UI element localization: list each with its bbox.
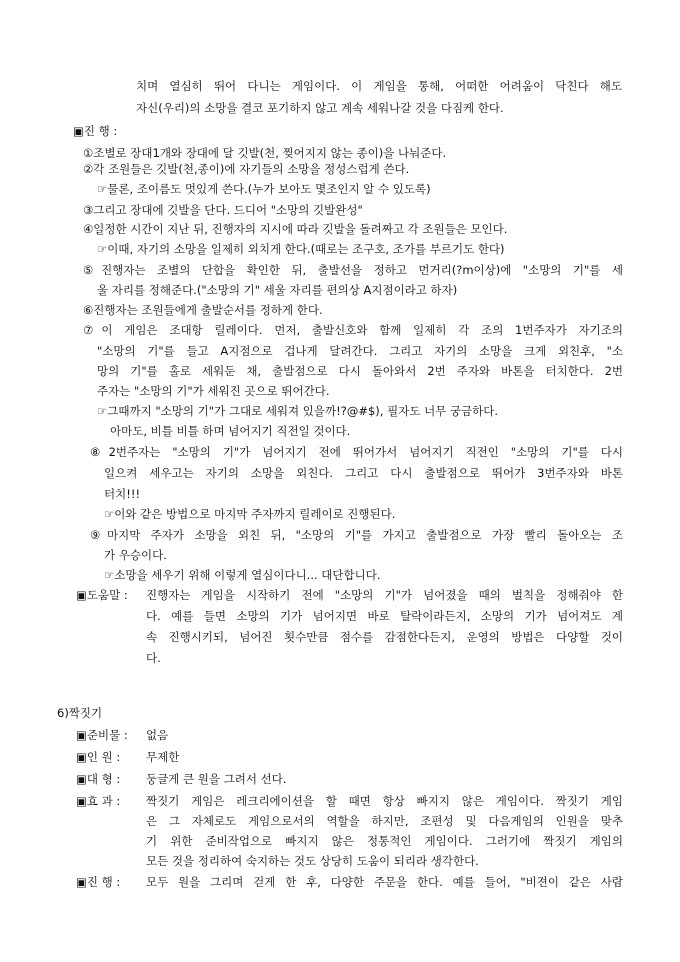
- step-4: ④일정한 시간이 지난 뒤, 진행자의 지시에 따라 깃발을 돌려짜고 각 조원들은 모인다.: [83, 222, 508, 236]
- field-label: ▣준비물 :: [76, 728, 128, 742]
- field-label: ▣인 원 :: [76, 750, 121, 764]
- effect-line: 은 그 자체로도 게임으로서의 역할을 하지만, 조편성 및 다음게임의 인원을 맞추: [146, 814, 623, 828]
- step-3: ③그리고 장대에 깃발을 단다. 드디어 "소망의 깃발완성": [83, 203, 363, 217]
- field-value: 무제한: [146, 750, 180, 764]
- step-7-note: ☞그때까지 "소망의 기"가 그대로 세워져 있을까!?@#$), 필자도 너무 궁금하다.: [97, 404, 499, 418]
- effect-line: 짝짓기 게임은 레크리에이션을 할 때면 항상 빠지지 않은 게임이다. 짝짓기 게임: [146, 794, 623, 808]
- step-5-cont: 울 자리를 정해준다.("소망의 기" 세울 자리를 편의상 A지점이라고 하자): [97, 283, 458, 297]
- step-8-cont: 일으켜 세우고는 자기의 소망을 외친다. 그리고 다시 출발점으로 뛰어가 3번주자와 바톤: [104, 466, 623, 480]
- step-7-cont: "소망의 기"를 들고 A지점으로 겁나게 달려간다. 그리고 자기의 소망을 크게 외친후, "소: [97, 344, 623, 358]
- effect-label: ▣효 과 :: [76, 794, 121, 808]
- help-line: 속 진행시키되, 넘어진 횟수만큼 점수를 감점한다든지, 운영의 방법은 다양할 것이: [146, 630, 623, 644]
- step-5: ⑤진행자는 조별의 단합을 확인한 뒤, 출발선을 정하고 먼거리(?m이상)에 "소망의 기"를 세: [83, 263, 623, 277]
- progress-label: ▣진 행 :: [76, 875, 121, 889]
- effect-line: 기 위한 준비작업으로 빠지지 않은 정통적인 게임이다. 그러기에 짝짓기 게임의: [146, 834, 623, 848]
- help-line: 다. 예를 들면 소망의 기가 넘어지면 바로 탈락이라든지, 소망의 기가 넘어져도 계: [146, 609, 623, 623]
- step-7-note: 아마도, 비틀 비틀 하며 넘어지기 직전일 것이다.: [110, 424, 351, 438]
- intro-line: 치며 열심히 뛰어 다니는 게임이다. 이 게임을 통해, 어떠한 어려움이 닥친다 해도: [136, 79, 622, 93]
- step-7: ⑦이 게임은 조대항 릴레이다. 먼저, 출발신호와 함께 일제히 각 조의 1번주자가 자기조의: [83, 323, 623, 337]
- field-label: ▣대 형 :: [76, 772, 121, 786]
- step-1: ①조별로 장대1개와 장대에 달 깃발(천, 찢어지지 않는 종이)을 나눠준다.: [83, 146, 447, 160]
- step-9: ⑨마지막 주자가 소망을 외친 뒤, "소망의 기"를 가지고 출발점으로 가장 빨리 돌아오는 조: [90, 528, 623, 542]
- step-8-cont: 터치!!!: [104, 487, 141, 501]
- progress-header: ▣진 행 :: [73, 124, 118, 138]
- help-label: ▣도움말 :: [76, 588, 128, 602]
- effect-line: 모든 것을 정리하여 숙지하는 것도 상당히 도움이 되리라 생각한다.: [146, 854, 479, 868]
- step-8-note: ☞이와 같은 방법으로 마지막 주자까지 릴레이로 진행된다.: [104, 507, 396, 521]
- step-6: ⑥진행자는 조원들에게 출발순서를 정하게 한다.: [83, 303, 323, 317]
- step-9-cont: 가 우승이다.: [104, 548, 167, 562]
- help-line: 진행자는 게임을 시작하기 전에 "소망의 기"가 넘어졌을 때의 벌칙을 정해줘야 한: [146, 588, 623, 602]
- step-7-cont: 주자는 "소망의 기"가 세워진 곳으로 뛰어간다.: [97, 384, 330, 398]
- field-value: 둥글게 큰 원을 그려서 선다.: [146, 772, 287, 786]
- step-4-note: ☞이때, 자기의 소망을 일제히 외치게 한다.(때로는 조구호, 조가를 부르기도 한다): [97, 242, 505, 256]
- step-2-note: ☞물론, 조이름도 멋있게 쓴다.(누가 보아도 몇조인지 알 수 있도록): [97, 182, 431, 196]
- section-title: 6)짝짓기: [57, 706, 103, 720]
- progress-line: 모두 원을 그리며 걷게 한 후, 다양한 주문을 한다. 예를 들어, "비젼이 같은 사람: [146, 875, 623, 889]
- step-7-cont: 망의 기"를 홀로 세워둔 채, 출발점으로 다시 돌아와서 2번 주자와 바톤을 터치한다. 2번: [97, 364, 623, 378]
- help-line: 다.: [146, 651, 161, 665]
- intro-line: 자신(우리)의 소망을 결코 포기하지 않고 계속 세워나갈 것을 다짐케 한다.: [136, 101, 504, 115]
- step-9-note: ☞소망을 세우기 위해 이렇게 열심이다니... 대단합니다.: [104, 568, 381, 582]
- field-value: 없음: [146, 728, 169, 742]
- step-2: ②각 조원들은 깃발(천,종이)에 자기들의 소망을 정성스럽게 쓴다.: [83, 162, 410, 176]
- step-8: ⑧2번주자는 "소망의 기"가 넘어지기 전에 뛰어가서 넘어지기 직전인 "소망의 기"를 다시: [90, 445, 623, 459]
